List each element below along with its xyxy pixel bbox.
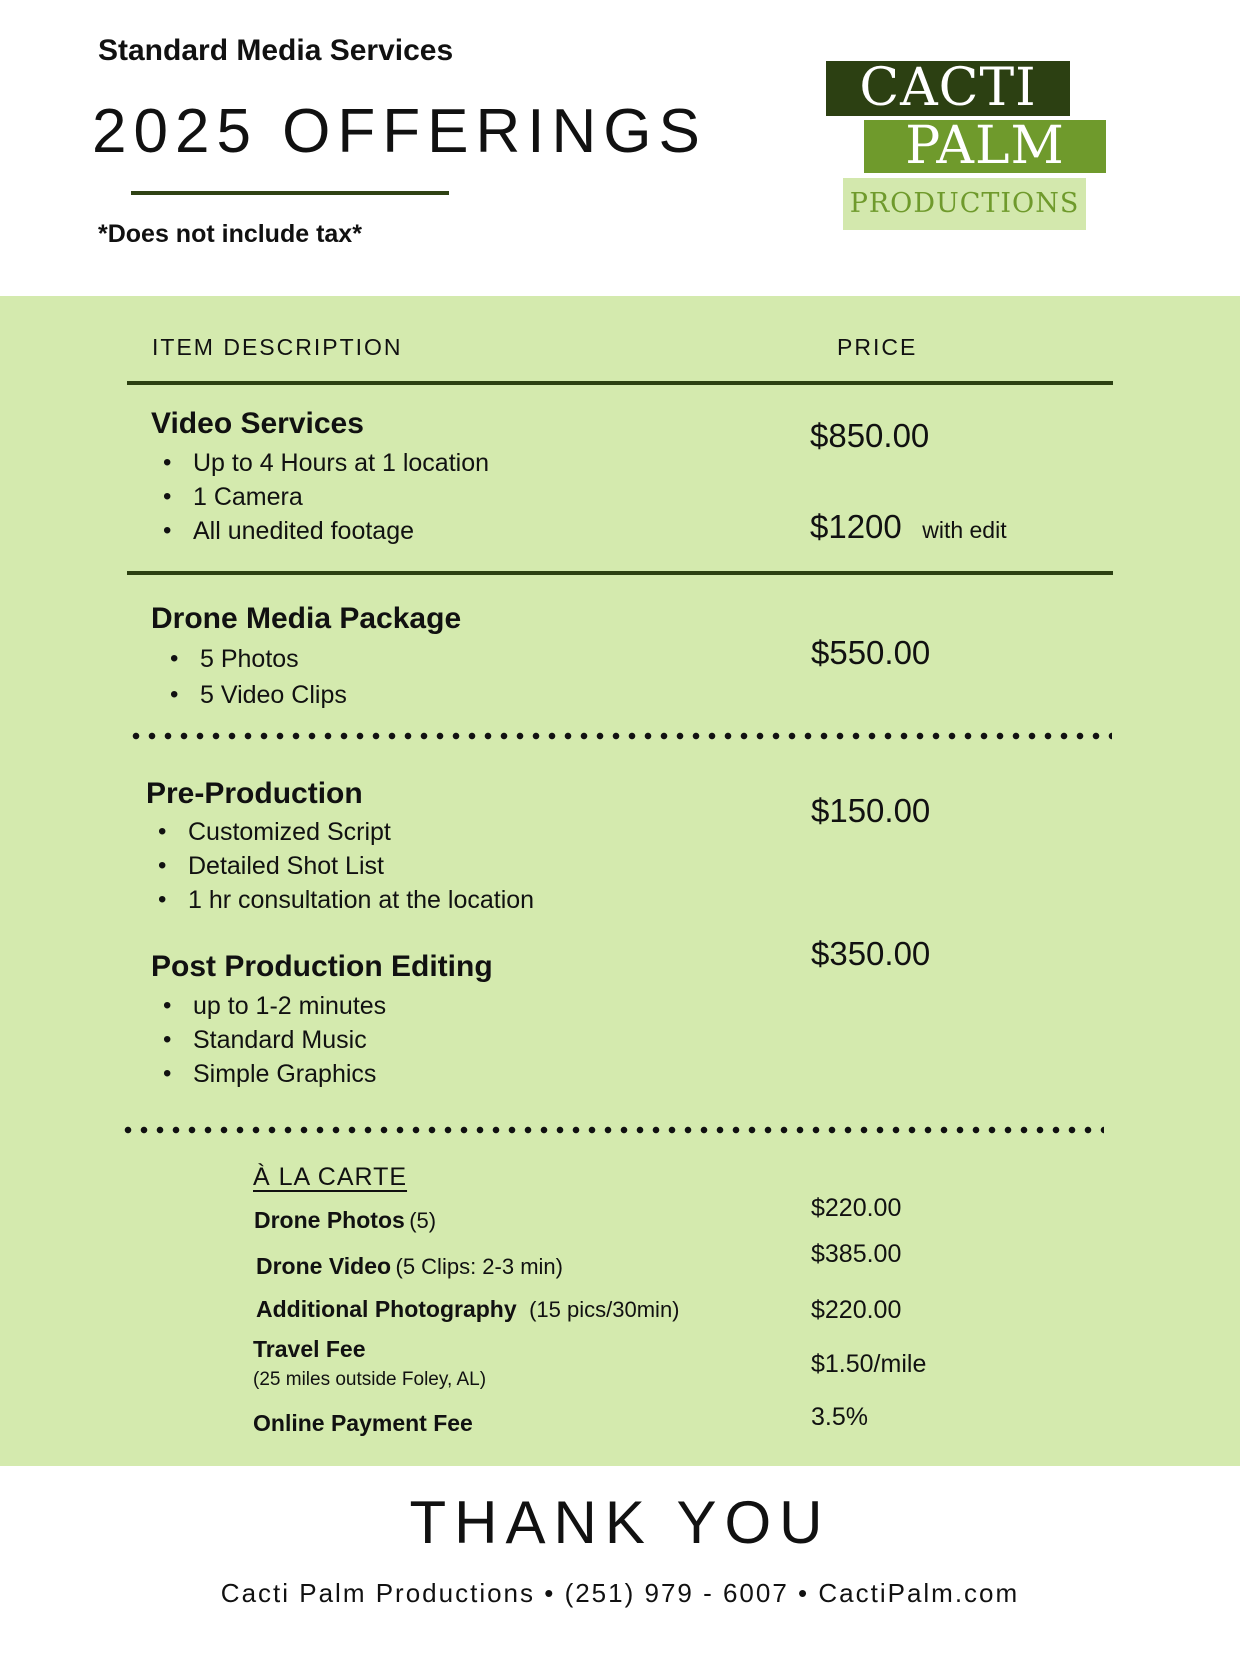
alacarte-price: 3.5% xyxy=(811,1403,868,1431)
list-item: • 5 Photos xyxy=(200,641,347,677)
list-item: • 5 Video Clips xyxy=(200,677,347,713)
alacarte-price: $1.50/mile xyxy=(811,1350,927,1378)
alacarte-price: $220.00 xyxy=(811,1296,902,1324)
list-item: • Standard Music xyxy=(193,1023,386,1057)
dotted-divider xyxy=(128,732,1112,740)
list-item: • Customized Script xyxy=(188,815,534,849)
price-video-edit: $1200 xyxy=(810,508,902,545)
list-item: • Up to 4 Hours at 1 location xyxy=(193,446,489,480)
alacarte-item-note: (5 Clips: 2-3 min) xyxy=(395,1254,563,1279)
column-header-price: PRICE xyxy=(837,334,918,360)
contact-line: Cacti Palm Productions • (251) 979 - 6007 • CactiPalm.com xyxy=(220,1578,1020,1608)
price-video: $850.00 xyxy=(810,417,930,454)
column-header-item: ITEM DESCRIPTION xyxy=(152,334,403,360)
alacarte-item-note: (15 pics/30min) xyxy=(529,1297,680,1322)
drone-bullets xyxy=(200,641,347,713)
alacarte-item-additional-photography xyxy=(256,1296,680,1323)
section-title-postproduction: Post Production Editing xyxy=(151,950,493,983)
alacarte-item-note: (25 miles outside Foley, AL) xyxy=(253,1369,487,1390)
list-item: • 1 hr consultation at the location xyxy=(188,883,534,917)
alacarte-item-name: Drone Photos xyxy=(254,1207,405,1233)
alacarte-item-note: (5) xyxy=(409,1208,437,1233)
alacarte-price: $220.00 xyxy=(811,1194,902,1222)
logo-line-cacti: CACTI xyxy=(826,61,1070,116)
list-item: • up to 1-2 minutes xyxy=(193,989,386,1023)
section-title-preproduction: Pre-Production xyxy=(146,777,363,810)
list-item: • All unedited footage xyxy=(193,514,489,548)
price-preproduction: $150.00 xyxy=(811,792,931,829)
section-divider xyxy=(127,571,1113,575)
preproduction-bullets xyxy=(188,815,534,917)
page-title: 2025 OFFERINGS xyxy=(92,97,707,166)
tax-note: *Does not include tax* xyxy=(98,220,362,248)
alacarte-item-drone-video xyxy=(256,1253,563,1280)
price-video-edit-row xyxy=(810,508,1007,546)
section-title-drone: Drone Media Package xyxy=(151,602,462,635)
title-underline xyxy=(131,191,449,195)
section-title-video: Video Services xyxy=(151,407,364,440)
list-item: • Simple Graphics xyxy=(193,1057,386,1091)
alacarte-item-name: Online Payment Fee xyxy=(253,1410,473,1436)
offerings-panel xyxy=(0,296,1240,1466)
alacarte-item-name: Drone Video xyxy=(256,1253,392,1279)
thank-you-heading: THANK YOU xyxy=(409,1489,831,1556)
video-bullets xyxy=(193,446,489,548)
list-item: • 1 Camera xyxy=(193,480,489,514)
header-divider xyxy=(127,381,1113,385)
list-item: • Detailed Shot List xyxy=(188,849,534,883)
price-video-edit-note: with edit xyxy=(922,517,1007,543)
alacarte-item-online-payment-fee xyxy=(253,1410,473,1437)
postproduction-bullets xyxy=(193,989,386,1091)
alacarte-item-name: Additional Photography xyxy=(256,1296,517,1322)
page-subtitle: Standard Media Services xyxy=(98,34,454,67)
dotted-divider xyxy=(120,1126,1104,1134)
price-postproduction: $350.00 xyxy=(811,935,931,972)
alacarte-price: $385.00 xyxy=(811,1240,902,1268)
price-drone: $550.00 xyxy=(811,634,931,671)
alacarte-item-travel-fee xyxy=(253,1336,486,1391)
logo-line-palm: PALM xyxy=(864,120,1106,173)
logo-line-productions: PRODUCTIONS xyxy=(843,178,1086,230)
alacarte-item-name: Travel Fee xyxy=(253,1336,366,1362)
alacarte-title: À LA CARTE xyxy=(253,1163,408,1191)
alacarte-item-drone-photos xyxy=(254,1207,436,1234)
